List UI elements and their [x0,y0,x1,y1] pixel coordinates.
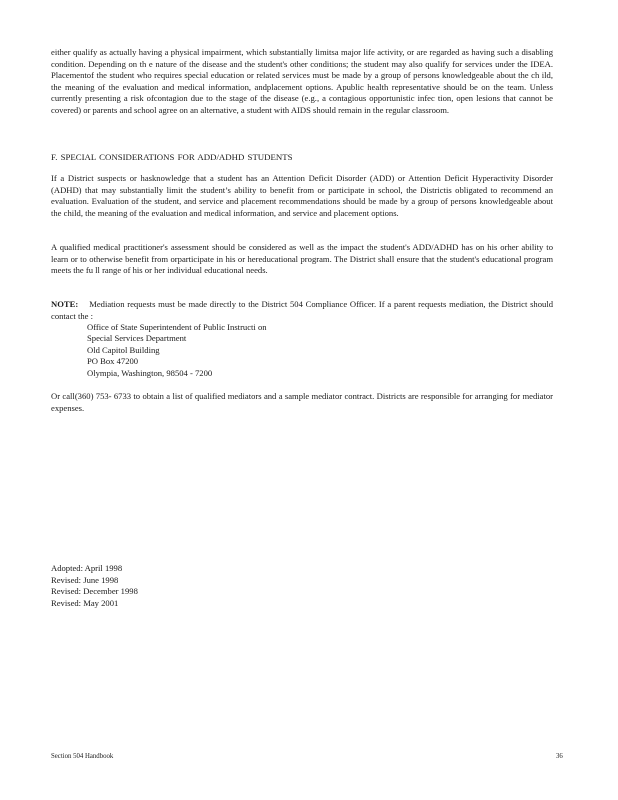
address-line: Old Capitol Building [87,344,160,355]
note-text: Mediation requests must be made directly to the District 504 Compliance Officer. If a parent requests mediation, the District should contact the : [51,299,553,321]
address-line: Office of State Superintendent of Public Instructi on [87,322,267,332]
paragraph-medical-assessment: A qualified medical practitioner's assessment should be considered as well as the impact the student's ADD/ADHD has on his orher ability to learn or to otherwise benefit from orparticipate in his or hereducational program. The District shall ensure that the student's educational program meets the fu ll range of his or her individual educational needs. [51,242,553,276]
ospi-address-block [87,322,267,379]
history-entry: Revised: June 1998 [51,574,119,585]
history-entry: Adopted: April 1998 [51,563,123,573]
footer-title: Section 504 Handbook [51,753,114,760]
address-line: Special Services Department [87,333,187,344]
address-line: Olympia, Washington, 98504 - 7200 [87,367,213,378]
paragraph-aids-placement: either qualify as actually having a physical impairment, which substantially limitsa major life activity, or are regarded as having such a disabling condition. Depending on th e nature of the disease and the student's other conditions; the student may also qualify for services under the IDEA. Placementof the student who requires special education or related services must be made by a group of persons knowledgeable about the ch ild, the meaning of the evaluation and medical information, andplacement options. Apublic health representative should be on the team. Unless currently presenting a risk ofcontagion due to the stage of the disease (e.g., a contagious opportunistic infec tion, open lesions that cannot be covered) or parents and school agree on an alternative, a student with AIDS should remain in the regular classroom. [51,47,553,115]
paragraph-add-adhd-evaluation: If a District suspects or hasknowledge that a student has an Attention Deficit Disorder (ADD) or Attention Deficit Hyperactivity Disorder (ADHD) that may substantially limit the student’s ability to benefit from or participate in school, the Districtis obligated to recommend an evaluation. Evaluation of the student, and service and placement recommendations should be made by a group of persons knowledgeable about the child, the meaning of the evaluation and medical information, and service and placement options. [51,173,553,218]
page-number: 36 [556,753,563,760]
revision-history [51,563,138,609]
section-heading-add-adhd: F. SPECIAL CONSIDERATIONS FOR ADD/ADHD STUDENTS [51,152,293,162]
address-line: PO Box 47200 [87,356,139,367]
note-paragraph [51,299,553,322]
history-entry: Revised: May 2001 [51,597,119,608]
paragraph-mediator-contact: Or call(360) 753- 6733 to obtain a list of qualified mediators and a sample mediator contract. Districts are responsible for arranging for mediator expenses. [51,391,553,413]
history-entry: Revised: December 1998 [51,586,138,596]
note-label: NOTE: [51,299,79,309]
